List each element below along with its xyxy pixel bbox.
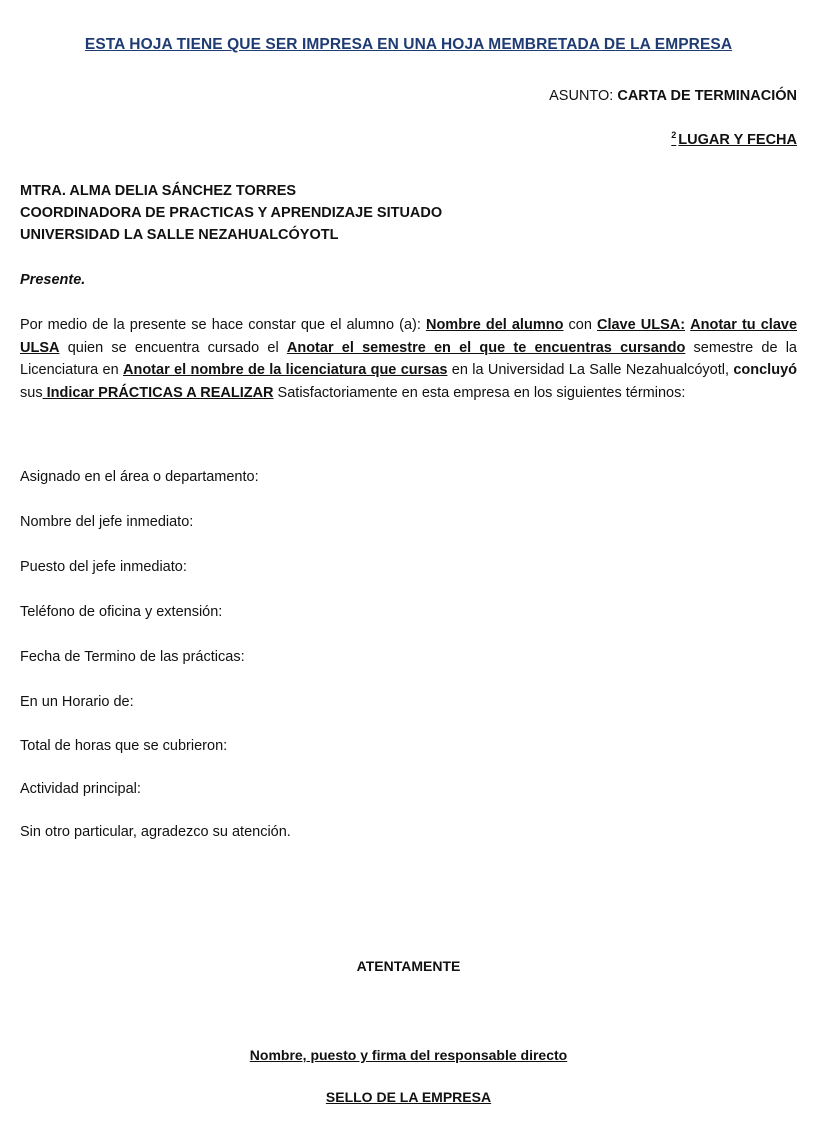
body-text-6: en la Universidad La Salle Nezahualcóyotl, [447, 362, 734, 378]
footnote-mark: 2 [671, 130, 677, 140]
field-office-phone: Teléfono de oficina y extensión: [20, 604, 223, 620]
subject-value: CARTA DE TERMINACIÓN [617, 88, 797, 104]
subject-label: ASUNTO: [549, 88, 614, 104]
closing-line: Sin otro particular, agradezco su atención. [20, 824, 291, 840]
body-text-5: semestre de la Licenciatura en [20, 339, 798, 378]
letter-page [20, 0, 797, 1142]
place-date-label: LUGAR Y FECHA [678, 131, 797, 148]
body-text-2: con [563, 317, 597, 333]
field-schedule: En un Horario de: [20, 694, 134, 710]
field-supervisor-position: Puesto del jefe inmediato: [20, 559, 187, 575]
body-text-1: Por medio de la presente se hace constar que el alumno (a): [20, 317, 426, 333]
recipient-name: MTRA. ALMA DELIA SÁNCHEZ TORRES [20, 183, 297, 199]
field-supervisor-name: Nombre del jefe inmediato: [20, 514, 194, 530]
practices-placeholder: Indicar PRÁCTICAS A REALIZAR [42, 384, 274, 401]
recipient-role: COORDINADORA DE PRACTICAS Y APRENDIZAJE SITUADO [20, 205, 443, 221]
recipient-block [20, 180, 442, 246]
letterhead-instruction: ESTA HOJA TIENE QUE SER IMPRESA EN UNA HOJA MEMBRETADA DE LA EMPRESA [84, 36, 733, 53]
semester-placeholder: Anotar el semestre en el que te encuentras cursando [286, 339, 686, 356]
body-text-4: quien se encuentra cursado el [59, 339, 287, 356]
body-paragraph [20, 314, 797, 404]
recipient-institution: UNIVERSIDAD LA SALLE NEZAHUALCÓYOTL [20, 227, 339, 243]
student-name-placeholder: Nombre del alumno [425, 317, 564, 333]
clave-label: Clave ULSA: [596, 317, 686, 333]
degree-placeholder: Anotar el nombre de la licenciatura que cursas [122, 362, 448, 378]
attentively-heading: ATENTAMENTE [356, 958, 461, 974]
company-stamp-label: SELLO DE LA EMPRESA [325, 1089, 492, 1105]
field-end-date: Fecha de Termino de las prácticas: [20, 649, 245, 665]
body-text-7: sus [20, 384, 43, 401]
field-total-hours: Total de horas que se cubrieron: [20, 738, 228, 754]
place-and-date [671, 130, 797, 148]
clave-placeholder: Anotar tu clave ULSA [20, 317, 798, 356]
field-department: Asignado en el área o departamento: [20, 469, 259, 485]
field-main-activity: Actividad principal: [20, 781, 141, 797]
concluded-word: concluyó [733, 362, 797, 378]
salutation: Presente. [20, 272, 86, 288]
signature-line: Nombre, puesto y firma del responsable directo [249, 1047, 568, 1063]
body-text-8: Satisfactoriamente en esta empresa en los siguientes términos: [273, 384, 686, 401]
subject-line [549, 88, 797, 104]
